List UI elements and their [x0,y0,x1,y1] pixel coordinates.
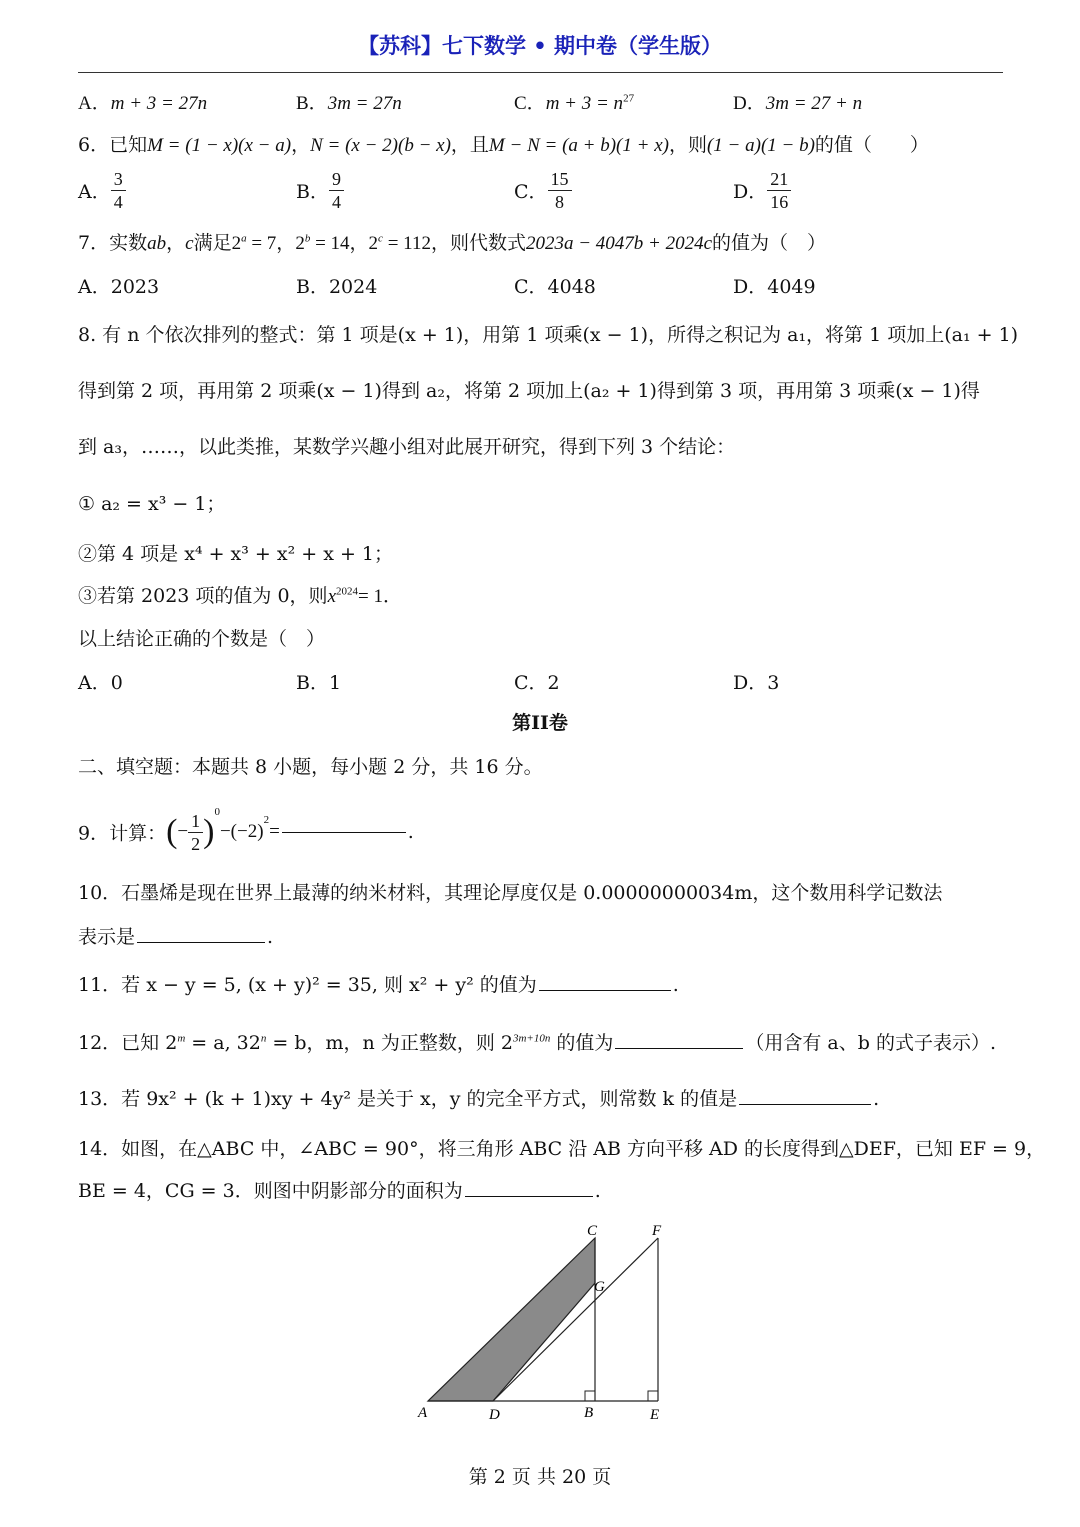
q11: 11．若 x − y = 5, (x + y)² = 35, 则 x² + y² 的值为 . [78,974,679,996]
q8-question: 以上结论正确的个数是（ ） [78,628,326,650]
q6-option-b: B． $\frac{9}{4}$ [296,168,344,213]
q7-option-b: B．2024 [296,276,378,298]
q7-option-a: A．2023 [78,276,160,298]
page-footer: 第 2 页 共 20 页 [468,1466,612,1488]
q8-option-d: D．3 [733,672,780,694]
label-c: C [587,1223,598,1239]
q12: 12．已知 $2^m = a$, $32^n = b$，m，n 为正整数，则 $2^{3m+10n}$ 的值为 （用含有 a、b 的式子表示）. [78,1032,996,1054]
label-d: D [489,1407,500,1423]
q8-conclusion-2: ②第 4 项是 x⁴ + x³ + x² + x + 1； [78,543,394,565]
q14-line-2: BE = 4，CG = 3．则图中阴影部分的面积为 . [78,1180,601,1202]
label-b: B [584,1405,594,1421]
q8-conclusion-1: ① a₂ = x³ − 1； [78,493,226,515]
q14-line-1: 14．如图，在△ABC 中，∠ABC = 90°，将三角形 ABC 沿 AB 方向平移 AD 的长度得到△DEF，已知 EF = 9， [78,1138,1046,1160]
q7-option-c: C．4048 [514,276,596,298]
label-a: A [418,1405,428,1421]
shaded-region [428,1238,595,1401]
q8-option-b: B．1 [296,672,342,694]
q9: 9．计算：(− $\frac{1}{2}$ )$^0-(-2)^2=$ . [78,806,414,854]
q13: 13．若 9x² + (k + 1)xy + 4y² 是关于 x，y 的完全平方式，则常数 k 的值是 . [78,1088,880,1110]
q6-option-d: D． $\frac{21}{16}$ [733,168,791,213]
q8-line-3: 到 a₃，……，以此类推，某数学兴趣小组对此展开研究，得到下列 3 个结论： [78,436,736,458]
q10-line-2: 表示是 . [78,926,274,948]
q7-option-d: D．4049 [733,276,816,298]
page-header: 【苏科】七下数学 • 期中卷（学生版） [357,34,723,58]
q8-conclusion-3: ③若第 2023 项的值为 0，则$x^{2024}= 1$． [78,585,402,607]
q8-option-c: C．2 [514,672,560,694]
q5-option-b: B．3m = 27n [296,93,402,114]
right-angle-b [585,1391,595,1401]
q6-option-a: A． $\frac{3}{4}$ [78,168,126,213]
q8-option-a: A．0 [78,672,123,694]
label-f: F [652,1223,662,1239]
q5-option-a: A．m + 3 = 27n [78,93,208,114]
q6-option-c: C． $\frac{15}{8}$ [514,168,572,213]
q10-line-1: 10．石墨烯是现在世界上最薄的纳米材料，其理论厚度仅是 0.00000000034m，这个数用科学记数法 [78,882,943,904]
section-title: 第II卷 [512,712,568,734]
q8-line-1: 8. 有 n 个依次排列的整式：第 1 项是(x + 1)，用第 1 项乘(x − 1)，所得之积记为 a₁，将第 1 项加上(a₁ + 1) [78,324,1019,346]
q5-option-d: D．3m = 27 + n [733,93,863,114]
header-rule [78,72,1003,73]
q5-option-c: C．$m + 3 = n^{27}$ [514,92,635,114]
section-subtitle: 二、填空题：本题共 8 小题，每小题 2 分，共 16 分。 [78,756,543,778]
right-angle-e [648,1391,658,1401]
q8-line-2: 得到第 2 项，再用第 2 项乘(x − 1)得到 a₂，将第 2 项加上(a₂ + 1)得到第 3 项，再用第 3 项乘(x − 1)得 [78,380,980,402]
triangle-translation-figure [400,1215,680,1430]
label-g: G [594,1279,605,1295]
label-e: E [650,1407,660,1423]
q7-stem: 7．实数ab，c满足2$^a$ = 7，2$^b$ = 14，2$^c$ = 112，则代数式2023a − 4047b + 2024c的值为（ ） [78,232,827,254]
q6-stem: 6．已知M = (1 − x)(x − a)，N = (x − 2)(b − x)，且M − N = (a + b)(1 + x)，则(1 − a)(1 − b)的值（ ） [78,134,929,156]
